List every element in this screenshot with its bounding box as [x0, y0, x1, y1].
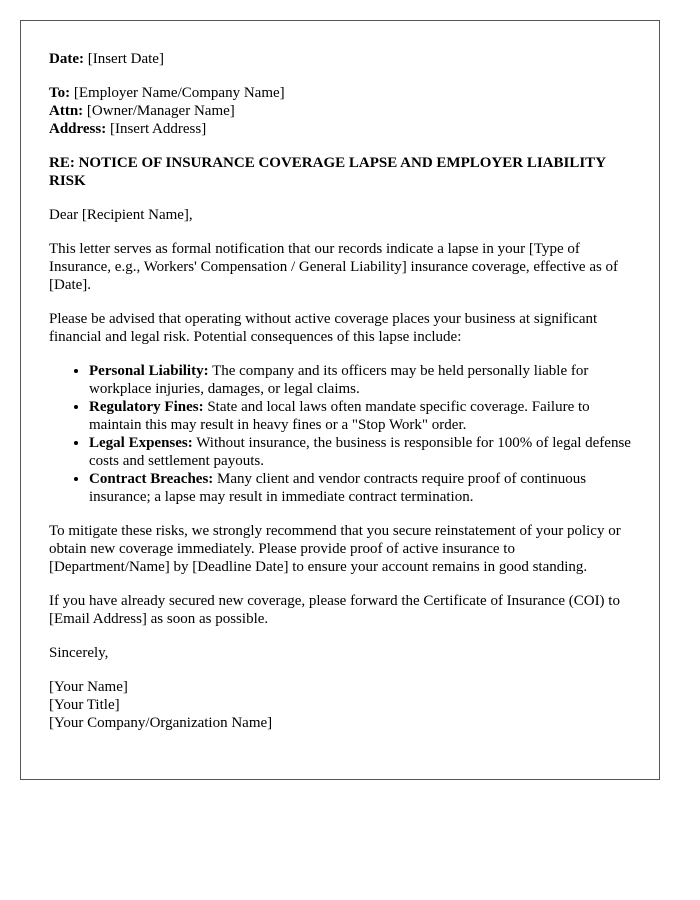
consequence-term: Regulatory Fines:: [89, 399, 204, 415]
subject-line: RE: NOTICE OF INSURANCE COVERAGE LAPSE AND EMPLOYER LIABILITY RISK: [49, 155, 606, 189]
consequence-term: Legal Expenses:: [89, 435, 193, 451]
to-value: [Employer Name/Company Name]: [73, 85, 285, 101]
consequence-text: Many client and vendor contracts require proof of continuous insurance; a lapse may result in immediate contract termination.: [89, 471, 587, 505]
consequence-text: State and local laws often mandate specific coverage. Failure to maintain this may result in heavy fines or a "Stop Work" order.: [89, 399, 590, 433]
salutation: Dear [Recipient Name],: [49, 207, 193, 223]
attn-value: [Owner/Manager Name]: [86, 103, 235, 119]
to-line: [49, 84, 631, 102]
address-line: [49, 120, 631, 138]
header-recipient: [49, 84, 631, 138]
list-item: [89, 398, 631, 434]
closing: Sincerely,: [49, 645, 109, 661]
attn-label: Attn:: [49, 103, 84, 119]
signature-name: [Your Name]: [49, 679, 128, 695]
consequence-term: Contract Breaches:: [89, 471, 214, 487]
advisory-paragraph: Please be advised that operating without active coverage places your business at significant financial and legal risk. Potential consequences of this lapse include:: [49, 311, 598, 345]
consequence-term: Personal Liability:: [89, 363, 209, 379]
attn-line: [49, 102, 631, 120]
consequence-text: Without insurance, the business is responsible for 100% of legal defense costs and settlement payouts.: [89, 435, 631, 469]
header-date: [49, 50, 631, 68]
intro-paragraph: This letter serves as formal notification that our records indicate a lapse in your [Type of Insurance, e.g., Workers' Compensation / General Liability] insurance coverage, effective as of [Date].: [49, 241, 619, 293]
signature-block: [49, 678, 631, 732]
date-value: [Insert Date]: [87, 51, 164, 67]
letter-page: [20, 20, 660, 780]
consequence-text: The company and its officers may be held personally liable for workplace injuries, damages, or legal claims.: [89, 363, 589, 397]
mitigate-paragraph: To mitigate these risks, we strongly recommend that you secure reinstatement of your policy or obtain new coverage immediately. Please provide proof of active insurance to [Department/Name] by [Deadline Date] to ensure your account remains in good standing.: [49, 523, 621, 575]
signature-title: [Your Title]: [49, 697, 120, 713]
forward-paragraph: If you have already secured new coverage, please forward the Certificate of Insurance (COI) to [Email Address] as soon as possible.: [49, 593, 620, 627]
list-item: [89, 434, 631, 470]
address-label: Address:: [49, 121, 107, 137]
list-item: [89, 362, 631, 398]
to-label: To:: [49, 85, 71, 101]
date-label: Date:: [49, 51, 84, 67]
list-item: [89, 470, 631, 506]
address-value: [Insert Address]: [109, 121, 207, 137]
signature-organization: [Your Company/Organization Name]: [49, 715, 273, 731]
consequences-list: [49, 362, 631, 506]
